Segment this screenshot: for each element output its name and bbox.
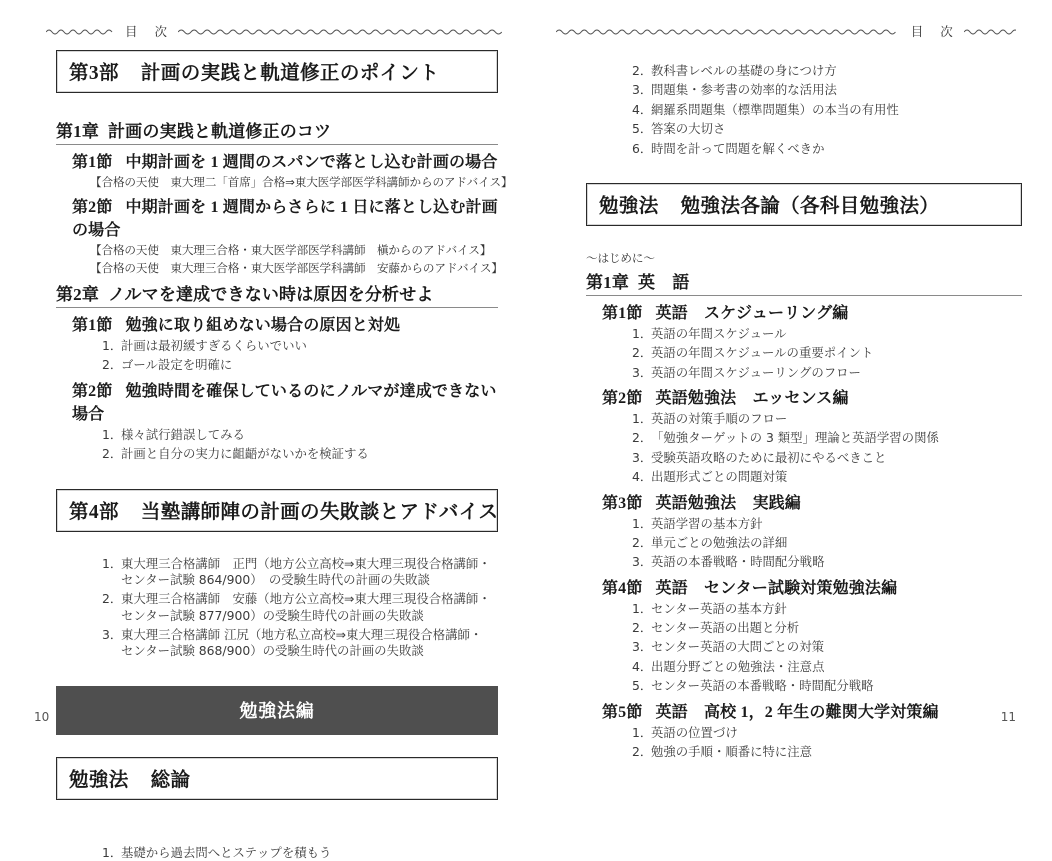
list-item	[632, 554, 1022, 570]
part-4-number: 第4部	[69, 501, 119, 523]
list-item-label: 計画と自分の実力に齟齬がないかを検証する	[121, 446, 369, 462]
list-item	[632, 601, 1022, 617]
chapter-number: 第1章	[56, 122, 100, 141]
section-number: 第1節	[602, 304, 643, 322]
list-item-number: 4．	[632, 658, 653, 674]
list-item-number: 4．	[632, 101, 653, 117]
list-item-label: 答案の大切さ	[651, 121, 726, 137]
list-item-label: ゴール設定を明確に	[121, 357, 233, 373]
list-item-label: 計画は最初緩すぎるくらいでいい	[121, 338, 307, 353]
part-3-title	[69, 57, 485, 85]
list-item-label: 東大理三合格講師 正門（地方公立高校⇒東大理三現役合格講師・センター試験 864/900） の受験生時代の計画の失敗談	[121, 555, 491, 587]
list-item	[632, 620, 1022, 636]
chapter-title: 英 語	[638, 272, 690, 292]
chapter-heading	[56, 117, 498, 145]
list-item	[632, 411, 1022, 427]
list-item-number: 3．	[632, 449, 653, 465]
list-item	[632, 430, 1022, 446]
wave-rule-icon	[46, 27, 116, 35]
list-item-number: 3．	[632, 82, 653, 98]
part-3-box	[56, 50, 498, 93]
list-item-number: 2．	[102, 591, 123, 607]
study-method-general-box	[56, 757, 498, 800]
list-item	[632, 516, 1022, 532]
list-item-number: 2．	[102, 446, 123, 462]
chapter-title: 計画の実践と軌道修正のコツ	[108, 122, 332, 141]
section-heading	[72, 378, 498, 424]
list-item-number: 1．	[632, 600, 653, 616]
intro-note: ～はじめに～	[586, 250, 655, 265]
section-heading	[72, 149, 498, 172]
running-head-left	[46, 22, 502, 40]
list-item-number: 1．	[102, 426, 123, 442]
list-item-number: 3．	[632, 364, 653, 380]
section-number: 第3節	[602, 494, 643, 512]
list-item	[102, 446, 498, 462]
section-banner: 勉強法編	[56, 686, 498, 735]
section-heading	[602, 300, 1022, 323]
list-item-label: センター英語の大問ごとの対策	[651, 639, 824, 655]
list-item-number: 2．	[632, 743, 653, 759]
chapter-title: ノルマを達成できない時は原因を分析せよ	[108, 285, 434, 304]
section-heading	[602, 699, 1022, 722]
list-item-number: 3．	[632, 639, 653, 655]
list-item	[632, 326, 1022, 342]
list-item-label: 様々試行錯誤してみる	[121, 426, 245, 442]
part-4-title	[69, 496, 499, 524]
part-4-title-text: 当塾講師陣の計画の失敗談とアドバイス	[140, 501, 499, 523]
section-title: 英語勉強法 実践編	[655, 494, 801, 512]
list-item-label: 出題形式ごとの問題対策	[651, 469, 788, 485]
section-title: 英語 センター試験対策勉強法編	[655, 579, 898, 597]
list-item-number: 2．	[632, 430, 653, 446]
list-item-number: 6．	[632, 140, 653, 156]
list-item	[632, 659, 1022, 675]
list-item	[632, 639, 1022, 655]
list-item-number: 1．	[632, 325, 653, 341]
list-item-number: 1．	[632, 515, 653, 531]
study-method-title-text: 勉強法各論（各科目勉強法）	[680, 195, 940, 217]
list-item-number: 2．	[632, 620, 653, 635]
section-title: 勉強時間を確保しているのにノルマが達成できない場合	[72, 382, 497, 423]
section-note: 【合格の天使 東大理三合格・東大医学部医学科講師 槇からのアドバイス】	[90, 243, 492, 257]
part-4-box	[56, 489, 498, 532]
list-item-label: 英語の年間スケジュールの重要ポイント	[651, 345, 874, 361]
list-item-label: 教科書レベルの基礎の身につけ方	[651, 63, 837, 78]
section-number: 第2節	[602, 390, 643, 407]
section-number: 第5節	[602, 703, 643, 721]
section-number: 第1節	[72, 154, 113, 171]
list-item-label: 基礎から過去問へとステップを積もう	[121, 844, 332, 860]
list-item-label: 受験英語攻略のために最初にやるべきこと	[651, 449, 887, 465]
section-number: 第2節	[72, 199, 113, 216]
section-number: 第4節	[602, 579, 643, 597]
list-item-label: 「勉強ターゲットの 3 類型」理論と英語学習の関係	[651, 430, 939, 446]
list-item	[102, 427, 498, 443]
list-item-label: 出題分野ごとの勉強法・注意点	[651, 658, 825, 674]
page-number-right: 11	[1000, 710, 1016, 724]
list-item-label: 英語の位置づけ	[651, 724, 738, 740]
part-3-number: 第3部	[69, 63, 119, 84]
study-method-label: 勉強法	[69, 769, 129, 791]
list-item	[632, 725, 1022, 741]
list-item-number: 2．	[632, 63, 653, 78]
chapter-heading	[56, 280, 498, 308]
list-item-number: 2．	[632, 345, 653, 361]
list-item-number: 3．	[102, 627, 123, 642]
study-method-general-title	[69, 764, 485, 792]
list-item-label: センター英語の出題と分析	[651, 620, 800, 635]
study-method-detail-title	[599, 190, 1009, 218]
running-head-label: 目 次	[125, 25, 170, 39]
list-item-number: 2．	[102, 357, 123, 373]
list-item-number: 4．	[632, 469, 653, 485]
chapter-heading	[586, 268, 1022, 296]
section-title: 中期計画を 1 週間のスパンで落とし込む計画の場合	[125, 154, 498, 171]
wave-rule-icon	[178, 27, 502, 35]
list-item-label: 東大理三合格講師 安藤（地方公立高校⇒東大理三現役合格講師・センター試験 877/900）の受験生時代の計画の失敗談	[121, 591, 491, 623]
list-item	[632, 102, 1022, 118]
list-item	[632, 535, 1022, 551]
list-item	[632, 141, 1022, 157]
list-item-label: 時間を計って問題を解くべきか	[651, 140, 825, 156]
list-item	[632, 469, 1022, 485]
section-heading	[602, 385, 1022, 408]
section-note: 【合格の天使 東大理三合格・東大医学部医学科講師 安藤からのアドバイス】	[90, 261, 503, 275]
list-item-number: 2．	[632, 534, 653, 550]
study-method-detail-box	[586, 183, 1022, 226]
list-item-label: 英語の年間スケジューリングのフロー	[651, 364, 861, 380]
list-item-label: 勉強の手順・順番に特に注意	[651, 743, 813, 759]
section-heading	[602, 490, 1022, 513]
list-item	[102, 845, 498, 861]
list-item-number: 5．	[632, 678, 653, 694]
wave-rule-icon	[556, 27, 902, 35]
list-item	[632, 365, 1022, 381]
list-item	[102, 591, 498, 624]
list-item	[632, 678, 1022, 694]
list-item	[632, 345, 1022, 361]
list-item	[102, 556, 498, 589]
list-item-number: 1．	[102, 338, 123, 353]
list-item-label: 英語の対策手順のフロー	[651, 411, 788, 426]
section-title: 中期計画を 1 週間からさらに 1 日に落とし込む計画の場合	[72, 199, 498, 239]
chapter-number: 第2章	[56, 285, 100, 304]
section-heading	[602, 575, 1022, 598]
list-item-label: センター英語の基本方針	[651, 600, 787, 616]
section-heading	[72, 194, 498, 240]
list-item-number: 3．	[632, 554, 653, 570]
study-method-label: 勉強法	[599, 195, 659, 217]
running-head-label: 目 次	[910, 25, 955, 39]
right-page	[526, 0, 1052, 759]
list-item-label: 英語の年間スケジュール	[651, 325, 787, 341]
list-item-number: 1．	[632, 724, 653, 740]
study-method-title-text: 総論	[150, 769, 191, 791]
chapter-number: 第1章	[586, 272, 630, 292]
right-page-content	[586, 50, 1022, 760]
section-number: 第2節	[72, 382, 113, 400]
list-item	[102, 627, 498, 660]
list-item-label: 英語学習の基本方針	[651, 515, 763, 531]
list-item	[102, 338, 498, 354]
list-item-label: 単元ごとの勉強法の詳細	[651, 534, 788, 550]
list-item-number: 1．	[102, 844, 123, 860]
section-title: 英語 高校 1，2 年生の難関大学対策編	[655, 703, 939, 721]
list-item	[632, 121, 1022, 137]
list-item-label: 問題集・参考書の効率的な活用法	[651, 82, 837, 98]
list-item	[632, 450, 1022, 466]
running-head-right	[556, 22, 1016, 40]
section-title: 英語勉強法 エッセンス編	[655, 390, 849, 407]
section-note: 【合格の天使 東大理二「首席」合格⇒東大医学部医学科講師からのアドバイス】	[90, 175, 513, 189]
part-3-title-text: 計画の実践と軌道修正のポイント	[140, 63, 440, 84]
page-number-left: 10	[34, 710, 50, 724]
list-item-number: 1．	[632, 411, 653, 426]
list-item	[632, 63, 1022, 79]
left-page	[0, 0, 526, 860]
section-title: 勉強に取り組めない場合の原因と対処	[125, 317, 401, 334]
list-item	[632, 82, 1022, 98]
left-page-content	[56, 50, 513, 861]
list-item-label: センター英語の本番戦略・時間配分戦略	[651, 678, 874, 694]
wave-rule-icon	[964, 27, 1016, 35]
list-item-number: 5．	[632, 121, 653, 137]
list-item-label: 網羅系問題集（標準問題集）の本当の有用性	[651, 101, 899, 117]
section-title: 英語 スケジューリング編	[655, 304, 849, 322]
list-item-label: 東大理三合格講師 江尻（地方私立高校⇒東大理三現役合格講師・センター試験 868/900）の受験生時代の計画の失敗談	[121, 627, 483, 659]
list-item	[632, 744, 1022, 760]
section-number: 第1節	[72, 317, 113, 334]
list-item-number: 1．	[102, 555, 123, 571]
list-item	[102, 357, 498, 373]
list-item-label: 英語の本番戦略・時間配分戦略	[651, 554, 825, 570]
section-heading	[72, 312, 498, 335]
